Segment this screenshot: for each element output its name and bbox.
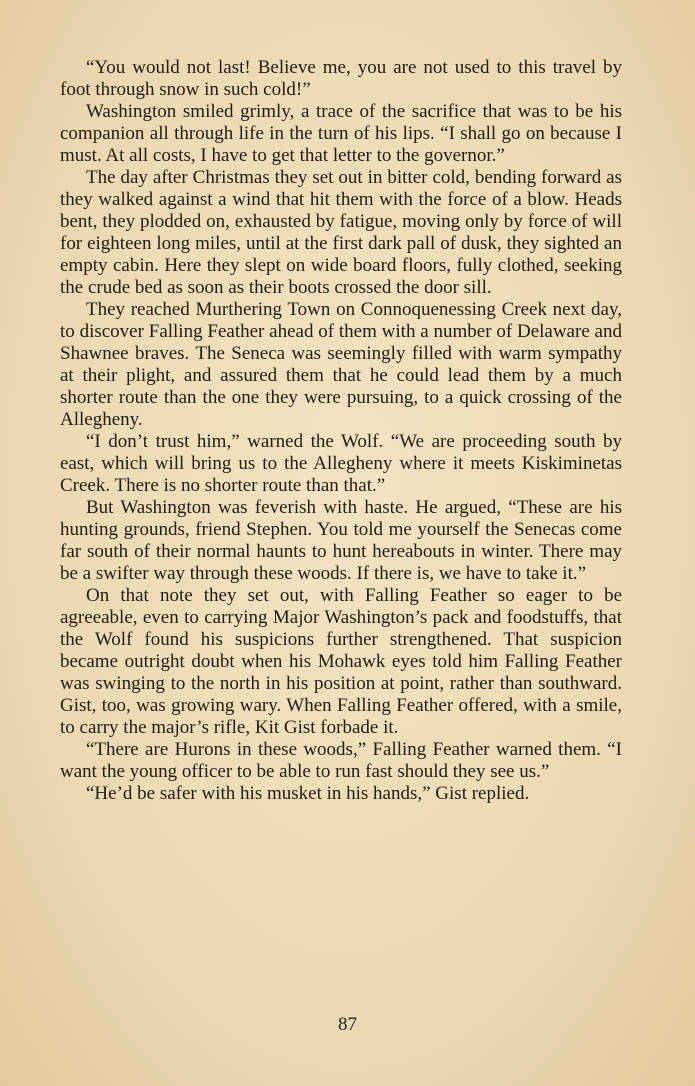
page-number: 87 bbox=[338, 1014, 357, 1035]
paragraph-5: “I don’t trust him,” warned the Wolf. “We are proceeding south by east, which will bring us to the Allegheny where it meets Kiskiminetas Creek. There is no shorter route than that.” bbox=[60, 431, 622, 496]
body-text bbox=[60, 57, 622, 805]
paragraph-4: They reached Murthering Town on Connoquenessing Creek next day, to discover Falling Feather ahead of them with a number of Delaware and Shawnee braves. The Seneca was seemingly filled with warm sympathy at their plight, and assured them that he could lead them by a much shorter route than the one they were pursuing, to a quick crossing of the Allegheny. bbox=[60, 299, 622, 430]
paragraph-3: The day after Christmas they set out in bitter cold, bending forward as they walked against a wind that hit them with the force of a blow. Heads bent, they plodded on, exhausted by fatigue, moving only by force of will for eighteen long miles, until at the first dark pall of dusk, they sighted an empty cabin. Here they slept on wide board floors, fully clothed, seeking the crude bed as soon as their boots crossed the door sill. bbox=[60, 167, 622, 298]
paragraph-7: On that note they set out, with Falling Feather so eager to be agreeable, even to carrying Major Washington’s pack and foodstuffs, that the Wolf found his suspicions further strengthened. That suspicion became outright doubt when his Mohawk eyes told him Falling Feather was swinging to the north in his position at point, rather than southward. Gist, too, was growing wary. When Falling Feather offered, with a smile, to carry the major’s rifle, Kit Gist forbade it. bbox=[60, 585, 622, 738]
paragraph-8: “There are Hurons in these woods,” Falling Feather warned them. “I want the young officer to be able to run fast should they see us.” bbox=[60, 739, 622, 782]
paragraph-6: But Washington was feverish with haste. He argued, “These are his hunting grounds, friend Stephen. You told me yourself the Senecas come far south of their normal haunts to hunt hereabouts in winter. There may be a swifter way through these woods. If there is, we have to take it.” bbox=[60, 497, 622, 584]
paragraph-2: Washington smiled grimly, a trace of the sacrifice that was to be his companion all through life in the turn of his lips. “I shall go on because I must. At all costs, I have to get that letter to the governor.” bbox=[60, 101, 622, 166]
paragraph-1: “You would not last! Believe me, you are not used to this travel by foot through snow in such cold!” bbox=[60, 57, 622, 100]
paragraph-9: “He’d be safer with his musket in his hands,” Gist replied. bbox=[86, 783, 530, 804]
